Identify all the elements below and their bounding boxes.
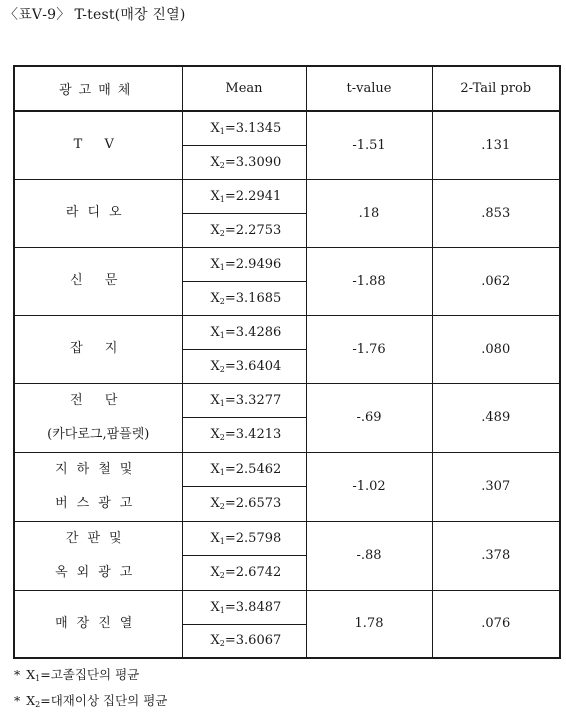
- mean-cell: [182, 452, 306, 487]
- mean-cell: [182, 315, 306, 349]
- mean-value: 3.3090: [235, 154, 282, 170]
- mean-var: X: [210, 461, 220, 477]
- header-prob: 2-Tail prob: [432, 66, 560, 111]
- mean-var: X: [210, 599, 220, 615]
- mean-var-subscript: 1: [219, 126, 225, 136]
- ttest-table: [13, 65, 561, 659]
- mean-var: X: [210, 496, 220, 512]
- mean-var-subscript: 2: [219, 571, 225, 581]
- mean-var: X: [210, 324, 220, 340]
- mean-value: 2.6742: [235, 565, 282, 581]
- mean-var: X: [210, 120, 220, 136]
- mean-cell: [182, 383, 306, 418]
- media-label: 지하철및: [55, 461, 142, 477]
- mean-value: 3.3277: [235, 392, 282, 408]
- media-label: 간판및: [65, 530, 131, 546]
- mean-equals: =: [224, 530, 236, 546]
- mean-var-subscript: 2: [219, 364, 225, 374]
- mean-var-subscript: 1: [219, 605, 225, 615]
- table-row: [14, 111, 560, 145]
- mean-var: X: [210, 154, 220, 170]
- media-cell: [14, 383, 182, 452]
- mean-equals: =: [224, 154, 236, 170]
- mean-value: 2.5462: [235, 461, 282, 477]
- mean-cell: [182, 179, 306, 213]
- mean-cell: [182, 418, 306, 453]
- mean-var-subscript: 2: [219, 502, 225, 512]
- tvalue-cell: -.88: [306, 521, 432, 590]
- mean-var: X: [210, 392, 220, 408]
- prob-cell: .131: [432, 111, 560, 179]
- prob-cell: .062: [432, 247, 560, 315]
- mean-value: 3.1345: [235, 120, 282, 136]
- mean-cell: [182, 281, 306, 315]
- mean-value: 3.8487: [235, 599, 282, 615]
- mean-var: X: [210, 256, 220, 272]
- mean-cell: [182, 145, 306, 179]
- header-tvalue: t-value: [306, 66, 432, 111]
- mean-cell: [182, 349, 306, 383]
- table-row: [14, 315, 560, 349]
- prob-cell: .076: [432, 590, 560, 658]
- mean-value: 3.1685: [235, 290, 282, 306]
- footnote-text: =고졸집단의 평균: [40, 667, 140, 682]
- mean-value: 3.4286: [235, 324, 282, 340]
- caption-title: T-test(매장 진열): [74, 7, 186, 23]
- table-row: [14, 452, 560, 487]
- mean-value: 2.5798: [235, 530, 282, 546]
- footnote-star: *: [14, 667, 21, 682]
- footnote-var: X: [26, 667, 36, 682]
- media-label: 옥외광고: [55, 564, 142, 580]
- mean-equals: =: [224, 324, 236, 340]
- prob-cell: .307: [432, 452, 560, 521]
- header-mean: Mean: [182, 66, 306, 111]
- mean-equals: =: [224, 599, 236, 615]
- footnotes: [14, 664, 167, 716]
- mean-var-subscript: 2: [219, 228, 225, 238]
- table-row: [14, 247, 560, 281]
- mean-var: X: [210, 290, 220, 306]
- tvalue-cell: -1.76: [306, 315, 432, 383]
- mean-var-subscript: 1: [219, 262, 225, 272]
- prob-cell: .080: [432, 315, 560, 383]
- mean-cell: [182, 487, 306, 522]
- mean-cell: [182, 111, 306, 145]
- footnote-subscript: 2: [35, 700, 41, 709]
- mean-equals: =: [224, 461, 236, 477]
- footnote-subscript: 1: [35, 674, 41, 683]
- mean-var-subscript: 2: [219, 433, 225, 443]
- mean-var: X: [210, 633, 220, 649]
- mean-equals: =: [224, 392, 236, 408]
- mean-equals: =: [224, 496, 236, 512]
- mean-var-subscript: 1: [219, 398, 225, 408]
- media-label: T V: [73, 137, 123, 153]
- mean-var: X: [210, 565, 220, 581]
- mean-equals: =: [224, 256, 236, 272]
- mean-var-subscript: 1: [219, 467, 225, 477]
- mean-cell: [182, 213, 306, 247]
- media-cell: [14, 452, 182, 521]
- mean-cell: [182, 556, 306, 591]
- mean-equals: =: [224, 222, 236, 238]
- mean-equals: =: [224, 427, 236, 443]
- mean-equals: =: [224, 120, 236, 136]
- media-cell: [14, 590, 182, 658]
- mean-var: X: [210, 530, 220, 546]
- table-row: [14, 521, 560, 556]
- mean-value: 2.6573: [235, 496, 282, 512]
- table-header-row: [14, 66, 560, 111]
- mean-var: X: [210, 222, 220, 238]
- mean-cell: [182, 247, 306, 281]
- tvalue-cell: .18: [306, 179, 432, 247]
- media-label: 신 문: [70, 273, 127, 288]
- mean-equals: =: [224, 358, 236, 374]
- tvalue-cell: -1.51: [306, 111, 432, 179]
- media-label: 버스광고: [55, 495, 142, 511]
- prob-cell: .853: [432, 179, 560, 247]
- mean-value: 3.6067: [235, 633, 282, 649]
- mean-value: 2.9496: [235, 256, 282, 272]
- tvalue-cell: -1.88: [306, 247, 432, 315]
- mean-value: 3.6404: [235, 358, 282, 374]
- mean-value: 2.2753: [235, 222, 282, 238]
- mean-equals: =: [224, 633, 236, 649]
- table-row: [14, 590, 560, 624]
- mean-var-subscript: 2: [219, 296, 225, 306]
- footnote-star: *: [14, 693, 21, 708]
- mean-var-subscript: 1: [219, 330, 225, 340]
- media-cell: [14, 315, 182, 383]
- footnote-text: =대재이상 집단의 평균: [40, 693, 168, 708]
- media-label: 매장진열: [55, 615, 142, 631]
- mean-equals: =: [224, 565, 236, 581]
- footnote: [14, 690, 167, 716]
- table-row: [14, 383, 560, 418]
- media-label: 라디오: [65, 205, 131, 220]
- media-cell: [14, 111, 182, 179]
- tvalue-cell: -1.02: [306, 452, 432, 521]
- media-cell: [14, 179, 182, 247]
- media-cell: [14, 247, 182, 315]
- header-media: 광고매체: [14, 66, 182, 111]
- table-body: [14, 111, 560, 658]
- mean-var-subscript: 2: [219, 639, 225, 649]
- mean-cell: [182, 521, 306, 556]
- table-row: [14, 179, 560, 213]
- table-caption: [4, 4, 186, 24]
- footnote-var: X: [26, 693, 36, 708]
- footnote: [14, 664, 167, 690]
- mean-var: X: [210, 358, 220, 374]
- mean-var-subscript: 1: [219, 536, 225, 546]
- prob-cell: .378: [432, 521, 560, 590]
- mean-cell: [182, 624, 306, 658]
- tvalue-cell: 1.78: [306, 590, 432, 658]
- mean-var: X: [210, 427, 220, 443]
- mean-var: X: [210, 188, 220, 204]
- caption-label: 〈표Ⅴ-9〉: [4, 7, 71, 23]
- prob-cell: .489: [432, 383, 560, 452]
- media-cell: [14, 521, 182, 590]
- mean-cell: [182, 590, 306, 624]
- mean-value: 3.4213: [235, 427, 282, 443]
- mean-var-subscript: 1: [219, 194, 225, 204]
- tvalue-cell: -.69: [306, 383, 432, 452]
- media-label: 잡 지: [70, 341, 127, 356]
- media-label: (카다로그,팜플렛): [47, 426, 150, 442]
- mean-value: 2.2941: [235, 188, 282, 204]
- mean-equals: =: [224, 188, 236, 204]
- mean-var-subscript: 2: [219, 160, 225, 170]
- media-label: 전 단: [70, 392, 127, 408]
- mean-equals: =: [224, 290, 236, 306]
